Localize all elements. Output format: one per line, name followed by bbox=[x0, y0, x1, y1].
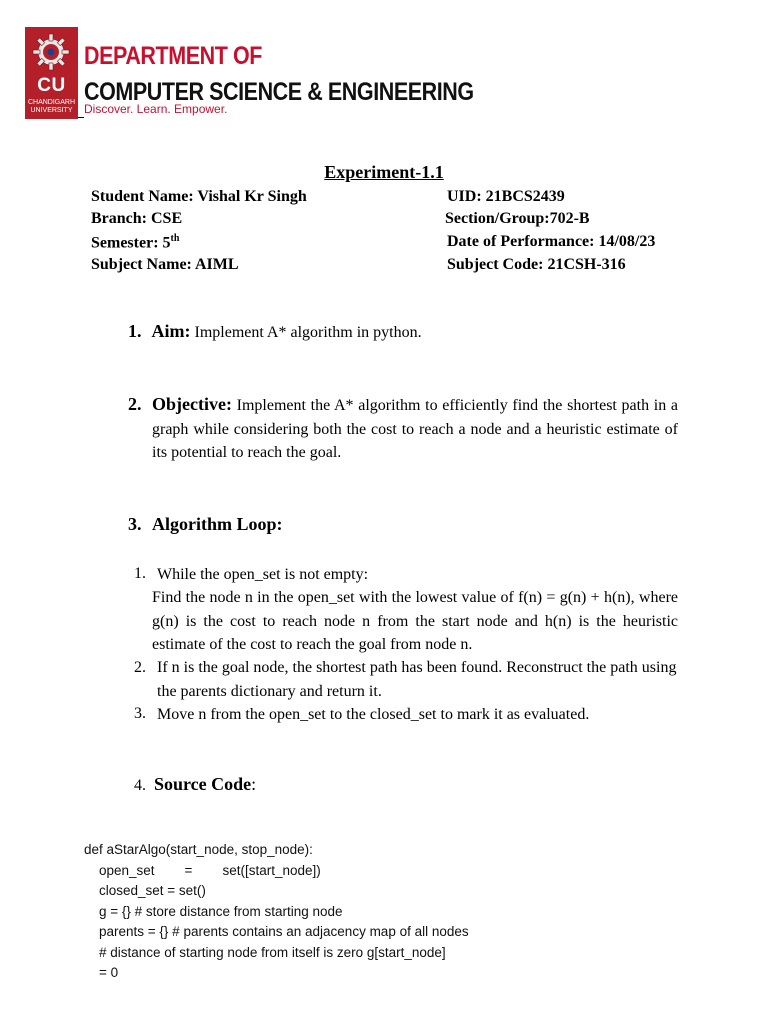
algorithm-heading: Algorithm Loop: bbox=[152, 514, 283, 534]
code-line: g = {} # store distance from starting node bbox=[84, 903, 343, 919]
section-group: Section/Group:702-B bbox=[445, 210, 590, 227]
semester-text: Semester: 5 bbox=[91, 234, 171, 252]
source-colon: : bbox=[251, 774, 257, 794]
objective-text: Implement the A* algorithm to efficiently find the shortest path in a graph while considering both the cost to reach a node and a heuristic estimate of its potential to reach the goal. bbox=[152, 397, 679, 461]
code-line: parents = {} # parents contains an adjacency map of all nodes bbox=[84, 924, 469, 939]
tagline: Discover. Learn. Empower. bbox=[84, 102, 228, 116]
source-code-section bbox=[134, 773, 256, 797]
department-heading-line1: DEPARTMENT OF bbox=[84, 42, 262, 70]
logo-abbreviation: CU bbox=[37, 75, 66, 96]
code-line: = 0 bbox=[84, 965, 119, 980]
algorithm-number: 3. bbox=[128, 514, 142, 534]
experiment-title bbox=[0, 162, 768, 183]
semester bbox=[91, 233, 179, 252]
subject-name: Subject Name: AIML bbox=[91, 256, 239, 273]
gear-emblem-icon bbox=[31, 32, 71, 72]
algorithm-step-2-text: If n is the goal node, the shortest path has been found. Reconstruct the path using the parents dictionary and return it. bbox=[157, 659, 677, 700]
student-name: Student Name: Vishal Kr Singh bbox=[91, 188, 307, 205]
code-line: def aStarAlgo(start_node, stop_node): bbox=[84, 842, 313, 857]
algorithm-step-number: 3. bbox=[134, 705, 146, 722]
objective-heading: Objective: bbox=[152, 394, 232, 414]
aim-heading: Aim: bbox=[151, 321, 191, 341]
uid: UID: 21BCS2439 bbox=[447, 188, 565, 205]
subject-code: Subject Code: 21CSH-316 bbox=[447, 256, 626, 273]
branch: Branch: CSE bbox=[91, 210, 183, 227]
code-line: open_set = set([start_node]) bbox=[84, 862, 321, 878]
experiment-title-text: Experiment-1.1 bbox=[324, 162, 444, 182]
dept-line2-ampersand: & bbox=[301, 78, 328, 106]
logo-university-name: CHANDIGARH UNIVERSITY bbox=[27, 99, 76, 114]
algorithm-step-3-text: Move n from the open_set to the closed_set to mark it as evaluated. bbox=[157, 706, 590, 723]
header-underline-mark bbox=[78, 117, 84, 118]
algorithm-step-number: 2. bbox=[134, 659, 146, 676]
objective-paragraph bbox=[152, 393, 678, 465]
algorithm-step-1-title: While the open_set is not empty: bbox=[157, 566, 369, 583]
semester-suffix: th bbox=[170, 233, 180, 244]
aim-text: Implement A* algorithm in python. bbox=[194, 324, 422, 341]
aim-section bbox=[128, 321, 422, 345]
objective-number: 2. bbox=[128, 394, 142, 414]
code-line: closed_set = set() bbox=[84, 883, 206, 898]
aim-number: 1. bbox=[128, 321, 142, 341]
code-line: # distance of starting node from itself is zero g[start_node] bbox=[84, 944, 446, 960]
university-logo bbox=[25, 27, 78, 119]
dept-line2-part-a: COMPUTER SCIENCE bbox=[84, 78, 302, 106]
date-of-performance: Date of Performance: 14/08/23 bbox=[447, 233, 656, 250]
source-number: 4. bbox=[134, 777, 146, 794]
algorithm-step-1-text: Find the node n in the open_set with the lowest value of f(n) = g(n) + h(n), where g(n) is the cost to reach node n from the start node and h(n) is the heuristic estimate of the cost to reach the goal from node n. bbox=[152, 589, 678, 653]
source-heading: Source Code bbox=[154, 774, 252, 794]
dept-line2-part-b: ENGINEERING bbox=[327, 78, 474, 106]
algorithm-step-number: 1. bbox=[134, 565, 146, 582]
code-block bbox=[84, 840, 469, 984]
